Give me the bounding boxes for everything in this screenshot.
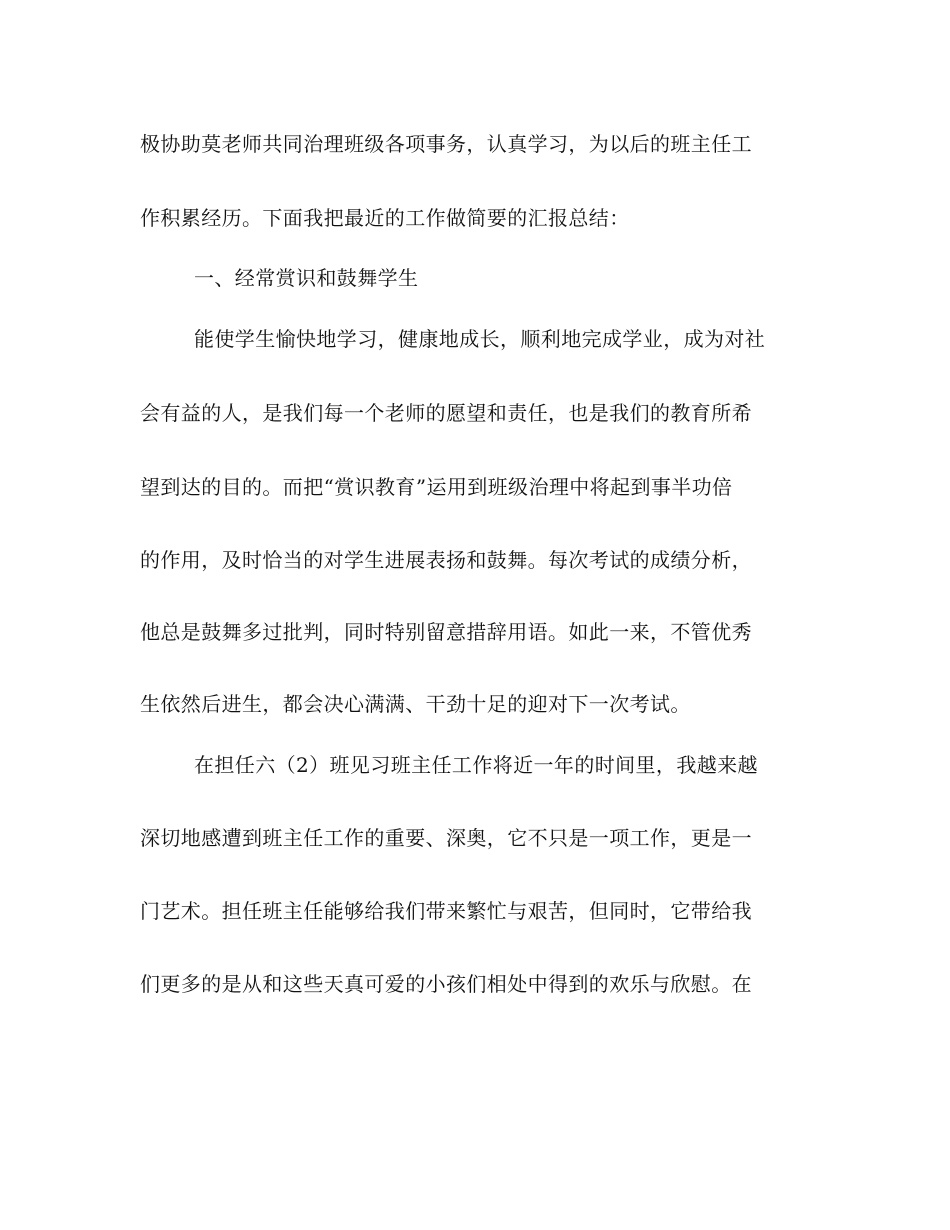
- text-line: 的作用，及时恰当的对学生进展表扬和鼓舞。每次考试的成绩分析，: [140, 548, 752, 572]
- section-heading: 一、经常赏识和鼓舞学生: [194, 266, 419, 290]
- text-line: 他总是鼓舞多过批判，同时特别留意措辞用语。如此一来，不管优秀: [140, 620, 752, 644]
- text-line: 生依然后进生，都会决心满满、干劲十足的迎对下一次考试。: [140, 692, 691, 716]
- text-line: 深切地感遭到班主任工作的重要、深奥，它不只是一项工作，更是一: [140, 826, 752, 850]
- text-line: 望到达的目的。而把“赏识教育”运用到班级治理中将起到事半功倍: [140, 475, 733, 499]
- text-line: 门艺术。担任班主任能够给我们带来繁忙与艰苦，但同时，它带给我: [140, 899, 752, 923]
- text-line: 会有益的人，是我们每一个老师的愿望和责任，也是我们的教育所希: [140, 401, 752, 425]
- text-line: 作积累经历。下面我把最近的工作做简要的汇报总结：: [140, 206, 630, 230]
- text-line: 在担任六（2）班见习班主任工作将近一年的时间里，我越来越: [194, 753, 758, 777]
- text-line: 极协助莫老师共同治理班级各项事务，认真学习，为以后的班主任工: [140, 132, 752, 156]
- text-line: 能使学生愉快地学习，健康地成长，顺利地完成学业，成为对社: [194, 327, 766, 351]
- text-line: 们更多的是从和这些天真可爱的小孩们相处中得到的欢乐与欣慰。在: [140, 972, 752, 996]
